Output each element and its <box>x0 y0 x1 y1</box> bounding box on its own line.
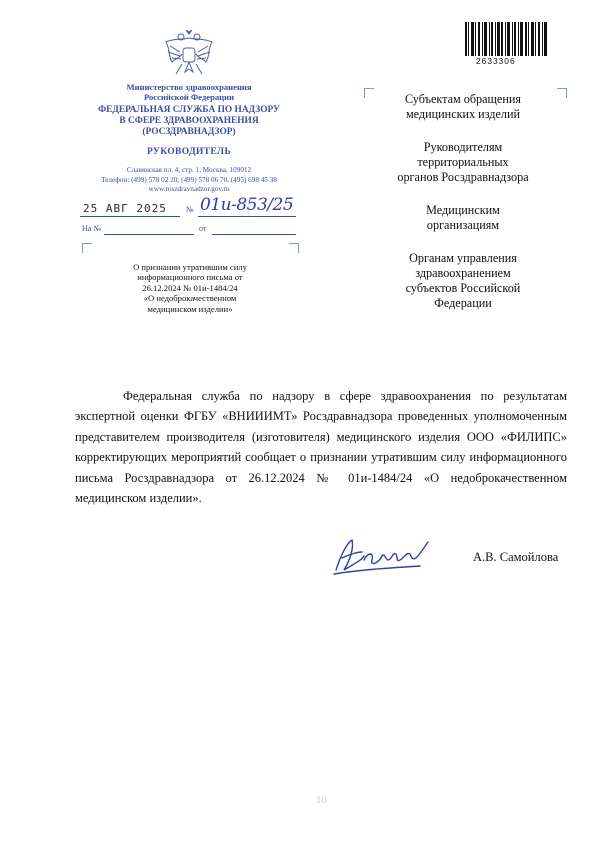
coat-of-arms-emblem-icon <box>160 28 218 80</box>
date-underline <box>80 216 180 217</box>
header-role: РУКОВОДИТЕЛЬ <box>146 146 232 157</box>
number-underline <box>198 216 296 217</box>
addressee-3-line-1: Медицинским <box>426 203 500 217</box>
letter-body: Федеральная служба по надзору в сфере здравоохранения по результатам экспертной оценки ФГБУ «ВНИИИМТ» Росздравнадзора проведенных уполномоченным представителем производителя (изготовителя) медицинского изделия ООО «ФИЛИПС» корректирующих мероприятий сообщает о признании утратившим силу информационного письма Росздравнадзора от 26.12.2024 № 01и-1484/24 «О недоброкачественном медицинском изделии». <box>75 389 567 506</box>
addressee-3-line-2: организациям <box>426 218 500 232</box>
service-line-2: В СФЕРЕ ЗДРАВООХРАНЕНИЯ <box>119 116 259 126</box>
from-label: от <box>199 224 207 233</box>
addressee-corner-right <box>557 88 567 98</box>
subject-corner-left <box>82 243 92 253</box>
page-number: 10 <box>316 794 327 806</box>
subject-line-3: 26.12.2024 № 01и-1484/24 <box>142 282 238 293</box>
addressee-2-line-2: территориальных <box>417 155 509 169</box>
service-line-1: ФЕДЕРАЛЬНАЯ СЛУЖБА ПО НАДЗОРУ <box>98 105 280 115</box>
addressee-2-line-3: органов Росздравнадзора <box>397 170 529 184</box>
barcode-number: 2633306 <box>476 56 516 66</box>
registration-date: 25 АВГ 2025 <box>83 202 167 215</box>
address-line-2: Телефон: (499) 578 02 20; (499) 578 06 70, (495) 698 45 38 <box>101 175 277 184</box>
addressee-block-2 <box>368 140 558 185</box>
addressee-block-3 <box>368 203 558 233</box>
header-address <box>80 166 298 195</box>
ministry-line-2: Российской Федерации <box>143 92 235 102</box>
addressee-block-1 <box>368 92 558 122</box>
registration-number: 01и-853/25 <box>200 195 294 215</box>
ministry-line-1: Министерство здравоохранения <box>126 82 252 92</box>
addressee-1-line-1: Субъектам обращения <box>404 92 521 106</box>
signer-name: А.В. Самойлова <box>473 550 559 564</box>
subject-line-2: информационного письма от <box>137 272 243 283</box>
addressee-4-line-3: субъектов Российской <box>405 281 521 295</box>
subject-corner-right <box>289 243 299 253</box>
barcode <box>465 22 547 56</box>
reply-underline <box>104 234 194 235</box>
ministry-name <box>85 82 293 102</box>
addressee-4-line-2: здравоохранением <box>415 266 511 280</box>
reply-label: На № <box>82 224 101 233</box>
number-label: № <box>186 205 194 214</box>
handwritten-signature <box>328 530 440 582</box>
addressee-2-line-1: Руководителям <box>423 140 503 154</box>
addressee-1-line-2: медицинских изделий <box>405 107 521 121</box>
service-line-3: (РОСЗДРАВНАДЗОР) <box>142 127 236 137</box>
from-underline <box>212 234 296 235</box>
addressee-block-4 <box>368 251 558 311</box>
subject-line-5: медицинском изделии» <box>147 303 233 314</box>
addressee-4-line-4: Федерации <box>434 296 492 310</box>
website: www.roszdravnadzor.gov.ru <box>148 185 230 194</box>
addressee-4-line-1: Органам управления <box>409 251 517 265</box>
letter-subject <box>100 262 280 314</box>
service-name <box>85 105 293 138</box>
subject-line-4: «О недоброкачественном <box>143 293 237 304</box>
subject-line-1: О признании утратившим силу <box>133 262 247 272</box>
address-line-1: Славянская пл. 4, стр. 1, Москва, 109012 <box>126 166 252 174</box>
